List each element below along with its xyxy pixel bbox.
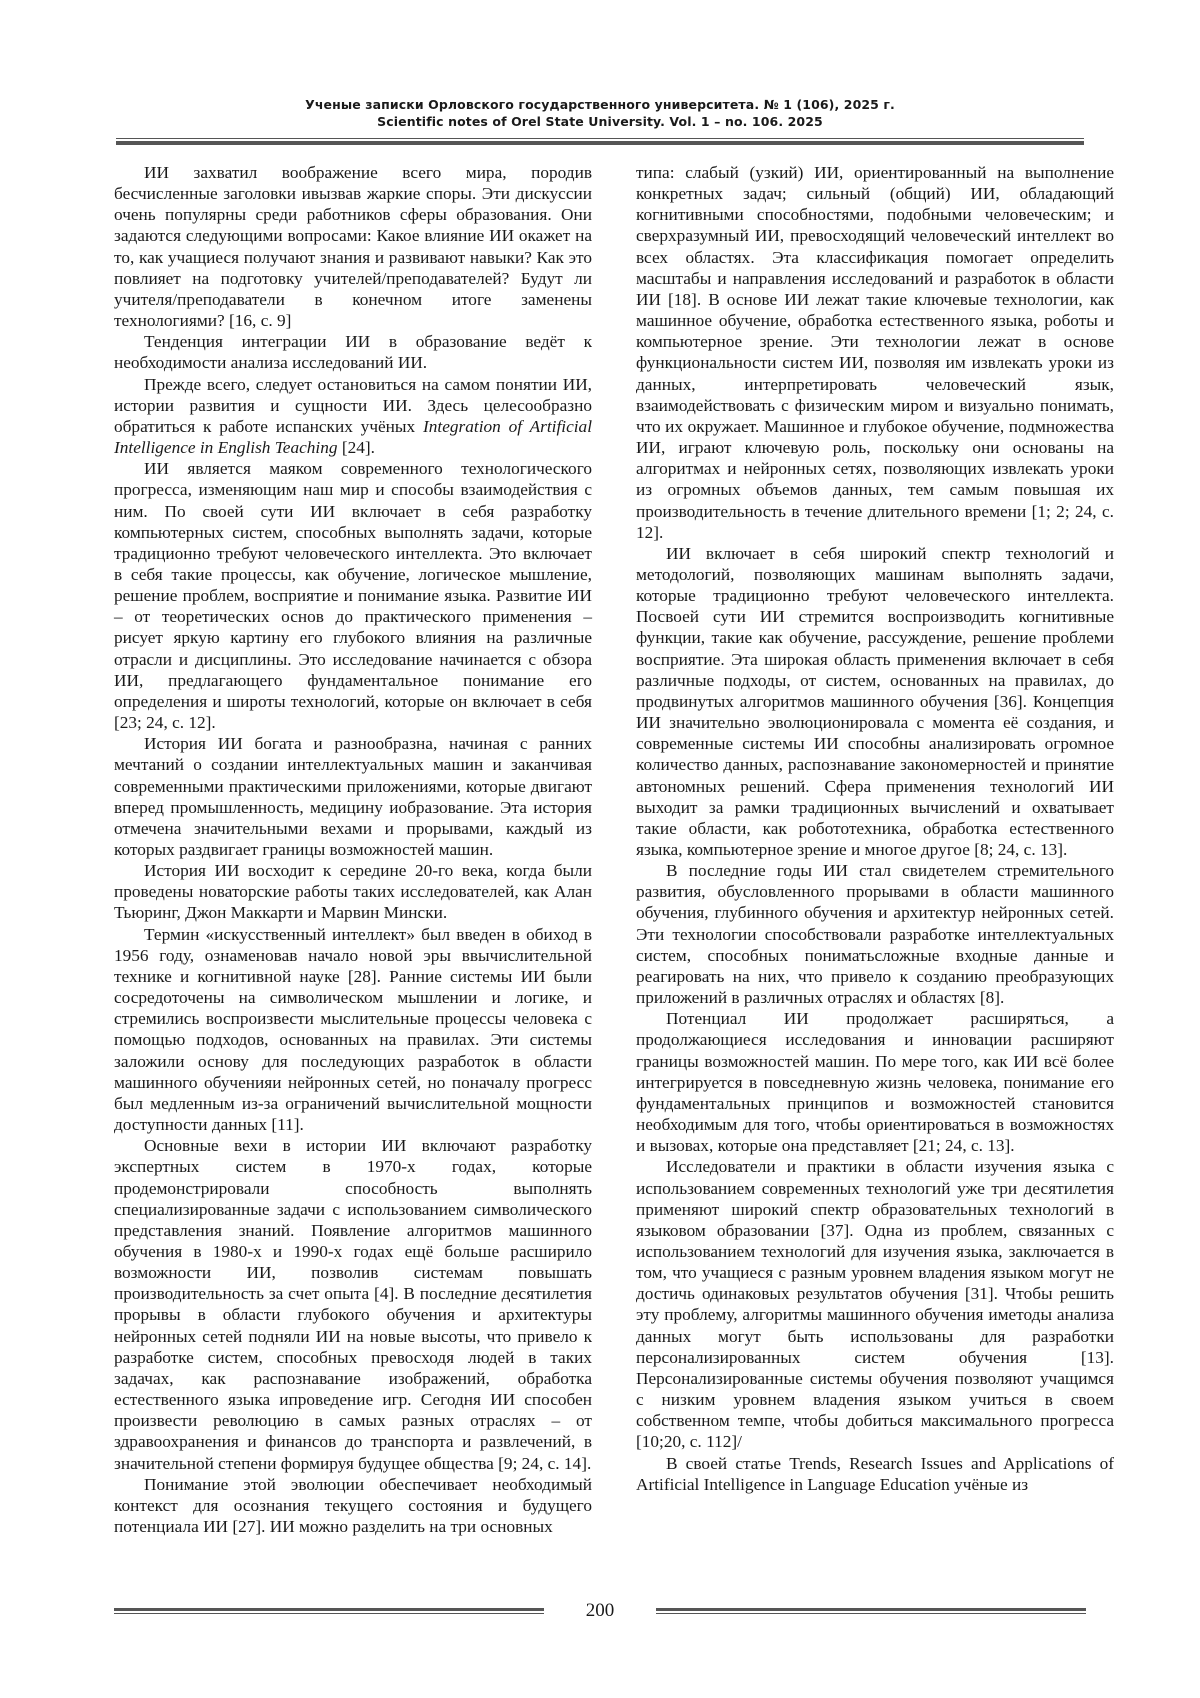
header-rule [116, 138, 1084, 146]
journal-title-ru: Ученые записки Орловского государственного университета. № 1 (106), 2025 г. [305, 97, 895, 112]
paragraph: ИИ включает в себя широкий спектр технологий и методологий, позволяющих машинам выполнять задачи, которые традиционно требуют человеческого интеллекта. Посвоей сути ИИ стремится воспроизводить когнитивные функции, такие как обучение, рассуждение, решение проблеми восприятие. Эта широкая область применения включает в себя различные подходы, от систем, основанных на правилах, до продвинутых алгоритмов машинного обучения [36]. Концепция ИИ значительно эволюционировала с момента её создания, и современные системы ИИ способны анализировать огромное количество данных, распознавание закономерностей и принятие автономных решений. Сфера применения технологий ИИ выходит за рамки традиционных вычислений и охватывает такие области, как робототехника, обработка естественного языка, компьютерное зрение и многое другое [8; 24, с. 13]. [636, 543, 1114, 859]
running-header [110, 96, 1090, 130]
paragraph-continued: типа: слабый (узкий) ИИ, ориентированный на выполнение конкретных задач; сильный (общий) ИИ, обладающий когнитивными способностями, подобными человеческим; и сверхразумный ИИ, превосходящий человеческий интеллект во всех областях. Эта классификация помогает определить масштабы и направления исследований и разработок в области ИИ [18]. В основе ИИ лежат такие ключевые технологии, как машинное обучение, обработка естественного языка, роботы и компьютерное зрение. Эти технологии лежат в основе функциональности систем ИИ, позволяя им извлекать уроки из данных, интерпретировать человеческий язык, взаимодействовать с физическим миром и визуально понимать, что их окружает. Машинное и глубокое обучение, подмножества ИИ, играют ключевую роль, поскольку они основаны на алгоритмах и нейронных сетях, позволяющих извлекать уроки из огромных объемов данных, тем самым повышая их производительность в течение длительного времени [1; 2; 24, с. 12]. [636, 163, 1114, 542]
paragraph: В своей статье Trends, Research Issues and Applications of Artificial Intelligence in Language Education учёные из [636, 1453, 1114, 1494]
paragraph: История ИИ восходит к середине 20-го века, когда были проведены новаторские работы таких исследователей, как Алан Тьюринг, Джон Маккарти и Марвин Мински. [114, 861, 592, 923]
right-column [636, 162, 1114, 1495]
paragraph: Основные вехи в истории ИИ включают разработку экспертных систем в 1970-х годах, которые продемонстрировали способность выполнять специализированные задачи с использованием символического представления знаний. Появление алгоритмов машинного обучения в 1980-х и 1990-х годах ещё больше расширило возможности ИИ, позволив системам повышать производительность за счет опыта [4]. В последние десятилетия прорывы в области глубокого обучения и архитектуры нейронных сетей подняли ИИ на новые высоты, что привело к разработке систем, способных превосходя людей в таких задачах, как распознавание изображений, обработка естественного языка ипроведение игр. Сегодня ИИ способен произвести революцию в самых разных отраслях – от здравоохранения и финансов до транспорта и развлечений, в значительной степени формируя будущее общества [9; 24, с. 14]. [114, 1136, 592, 1473]
paragraph: Термин «искусственный интеллект» был введен в обиход в 1956 году, ознаменовав начало новой эры ввычислительной технике и когнитивной науке [28]. Ранние системы ИИ были сосредоточены на символическом мышлении и логике, и стремились воспроизвести мыслительные процессы человека с помощью подходов, основанных на правилах. Эти системы заложили основу для последующих разработок в области машинного обученияи нейронных сетей, но поначалу прогресс был медленным из-за ограничений вычислительной мощности доступности данных [11]. [114, 924, 592, 1135]
paragraph: Потенциал ИИ продолжает расширяться, а продолжающиеся исследования и инновации расширяют границы возможностей машин. По мере того, как ИИ всё более интегрируется в повседневную жизнь человека, понимание его фундаментальных принципов и возможностей становится необходимым для того, чтобы ориентироваться в возможностях и вызовах, которые она представляет [21; 24, с. 13]. [636, 1009, 1114, 1156]
paragraph: Понимание этой эволюции обеспечивает необходимый контекст для осознания текущего состояния и будущего потенциала ИИ [27]. ИИ можно разделить на три основных [114, 1474, 592, 1536]
paragraph: История ИИ богата и разнообразна, начиная с ранних мечтаний о создании интеллектуальных машин и заканчивая современными практическими приложениями, которые двигают вперед промышленность, медицину иобразование. Эта история отмечена значительными вехами и прорывами, каждый из которых раздвигает границы возможностей машин. [114, 734, 592, 859]
footer-rule-right [656, 1608, 1086, 1616]
journal-title-en: Scientific notes of Orel State University. Vol. 1 – no. 106. 2025 [377, 114, 823, 129]
page-number: 200 [585, 1600, 615, 1621]
paragraph: Исследователи и практики в области изучения языка с использованием современных технологий уже три десятилетия применяют широкий спектр образовательных технологий в языковом образовании [37]. Одна из проблем, связанных с использованием технологий для изучения языка, заключается в том, что учащиеся с разным уровнем владения языком могут не достичь одинаковых результатов обучения [31]. Чтобы решить эту проблему, алгоритмы машинного обучения иметоды анализа данных могут быть использованы для разработки персонализированных систем обучения [13]. Персонализированные системы обучения позволяют учащимся с низким уровнем владения языком учиться в своем собственном темпе, чтобы добиться максимального прогресса [10;20, с. 112]/ [636, 1157, 1114, 1452]
citation: [24]. [337, 438, 375, 458]
paragraph: ИИ захватил воображение всего мира, породив бесчисленные заголовки ивызвав жаркие споры. Эти дискуссии очень популярны среди работников сферы образования. Они задаются следующими вопросами: Какое влияние ИИ окажет на то, как учащиеся получают знания и развивают навыки? Как это повлияет на подготовку учителей/преподавателей? Будут ли учителя/преподаватели в конечном итоге заменены технологиями? [16, с. 9] [114, 163, 592, 331]
paragraph: В последние годы ИИ стал свидетелем стремительного развития, обусловленного прорывами в области машинного обучения, глубинного обучения и архитектур нейронных сетей. Эти технологии способствовали разработке интеллектуальных систем, способных пониматьсложные входные данные и реагировать на них, что привело к созданию преобразующих приложений в различных отраслях и областях [8]. [636, 861, 1114, 1008]
cited-title: Integration of Artificial Intelligence in English Teaching [114, 416, 592, 458]
paragraph: Тенденция интеграции ИИ в образование ведёт к необходимости анализа исследований ИИ. [114, 332, 592, 373]
paragraph [114, 374, 592, 459]
left-column [114, 162, 592, 1537]
footer-rule-left [114, 1608, 544, 1616]
paragraph-text: Прежде всего, следует остановиться на самом понятии ИИ, истории развития и сущности ИИ. Здесь целесообразно обратиться к работе испанских учёных [114, 374, 592, 436]
paragraph: ИИ является маяком современного технологического прогресса, изменяющим наш мир и способы взаимодействия с ним. По своей сути ИИ включает в себя разработку компьютерных систем, способных выполнять задачи, которые традиционно требуют человеческого интеллекта. Это включает в себя такие процессы, как обучение, логическое мышление, решение проблем, восприятие и понимание языка. Развитие ИИ – от теоретических основ до практического применения – рисует яркую картину его глубокого влияния на различные отрасли и дисциплины. Это исследование начинается с обзора ИИ, предлагающего фундаментальное понимание его определения и широты технологий, которые он включает в себя [23; 24, с. 12]. [114, 459, 592, 733]
page-footer [114, 1597, 1086, 1627]
